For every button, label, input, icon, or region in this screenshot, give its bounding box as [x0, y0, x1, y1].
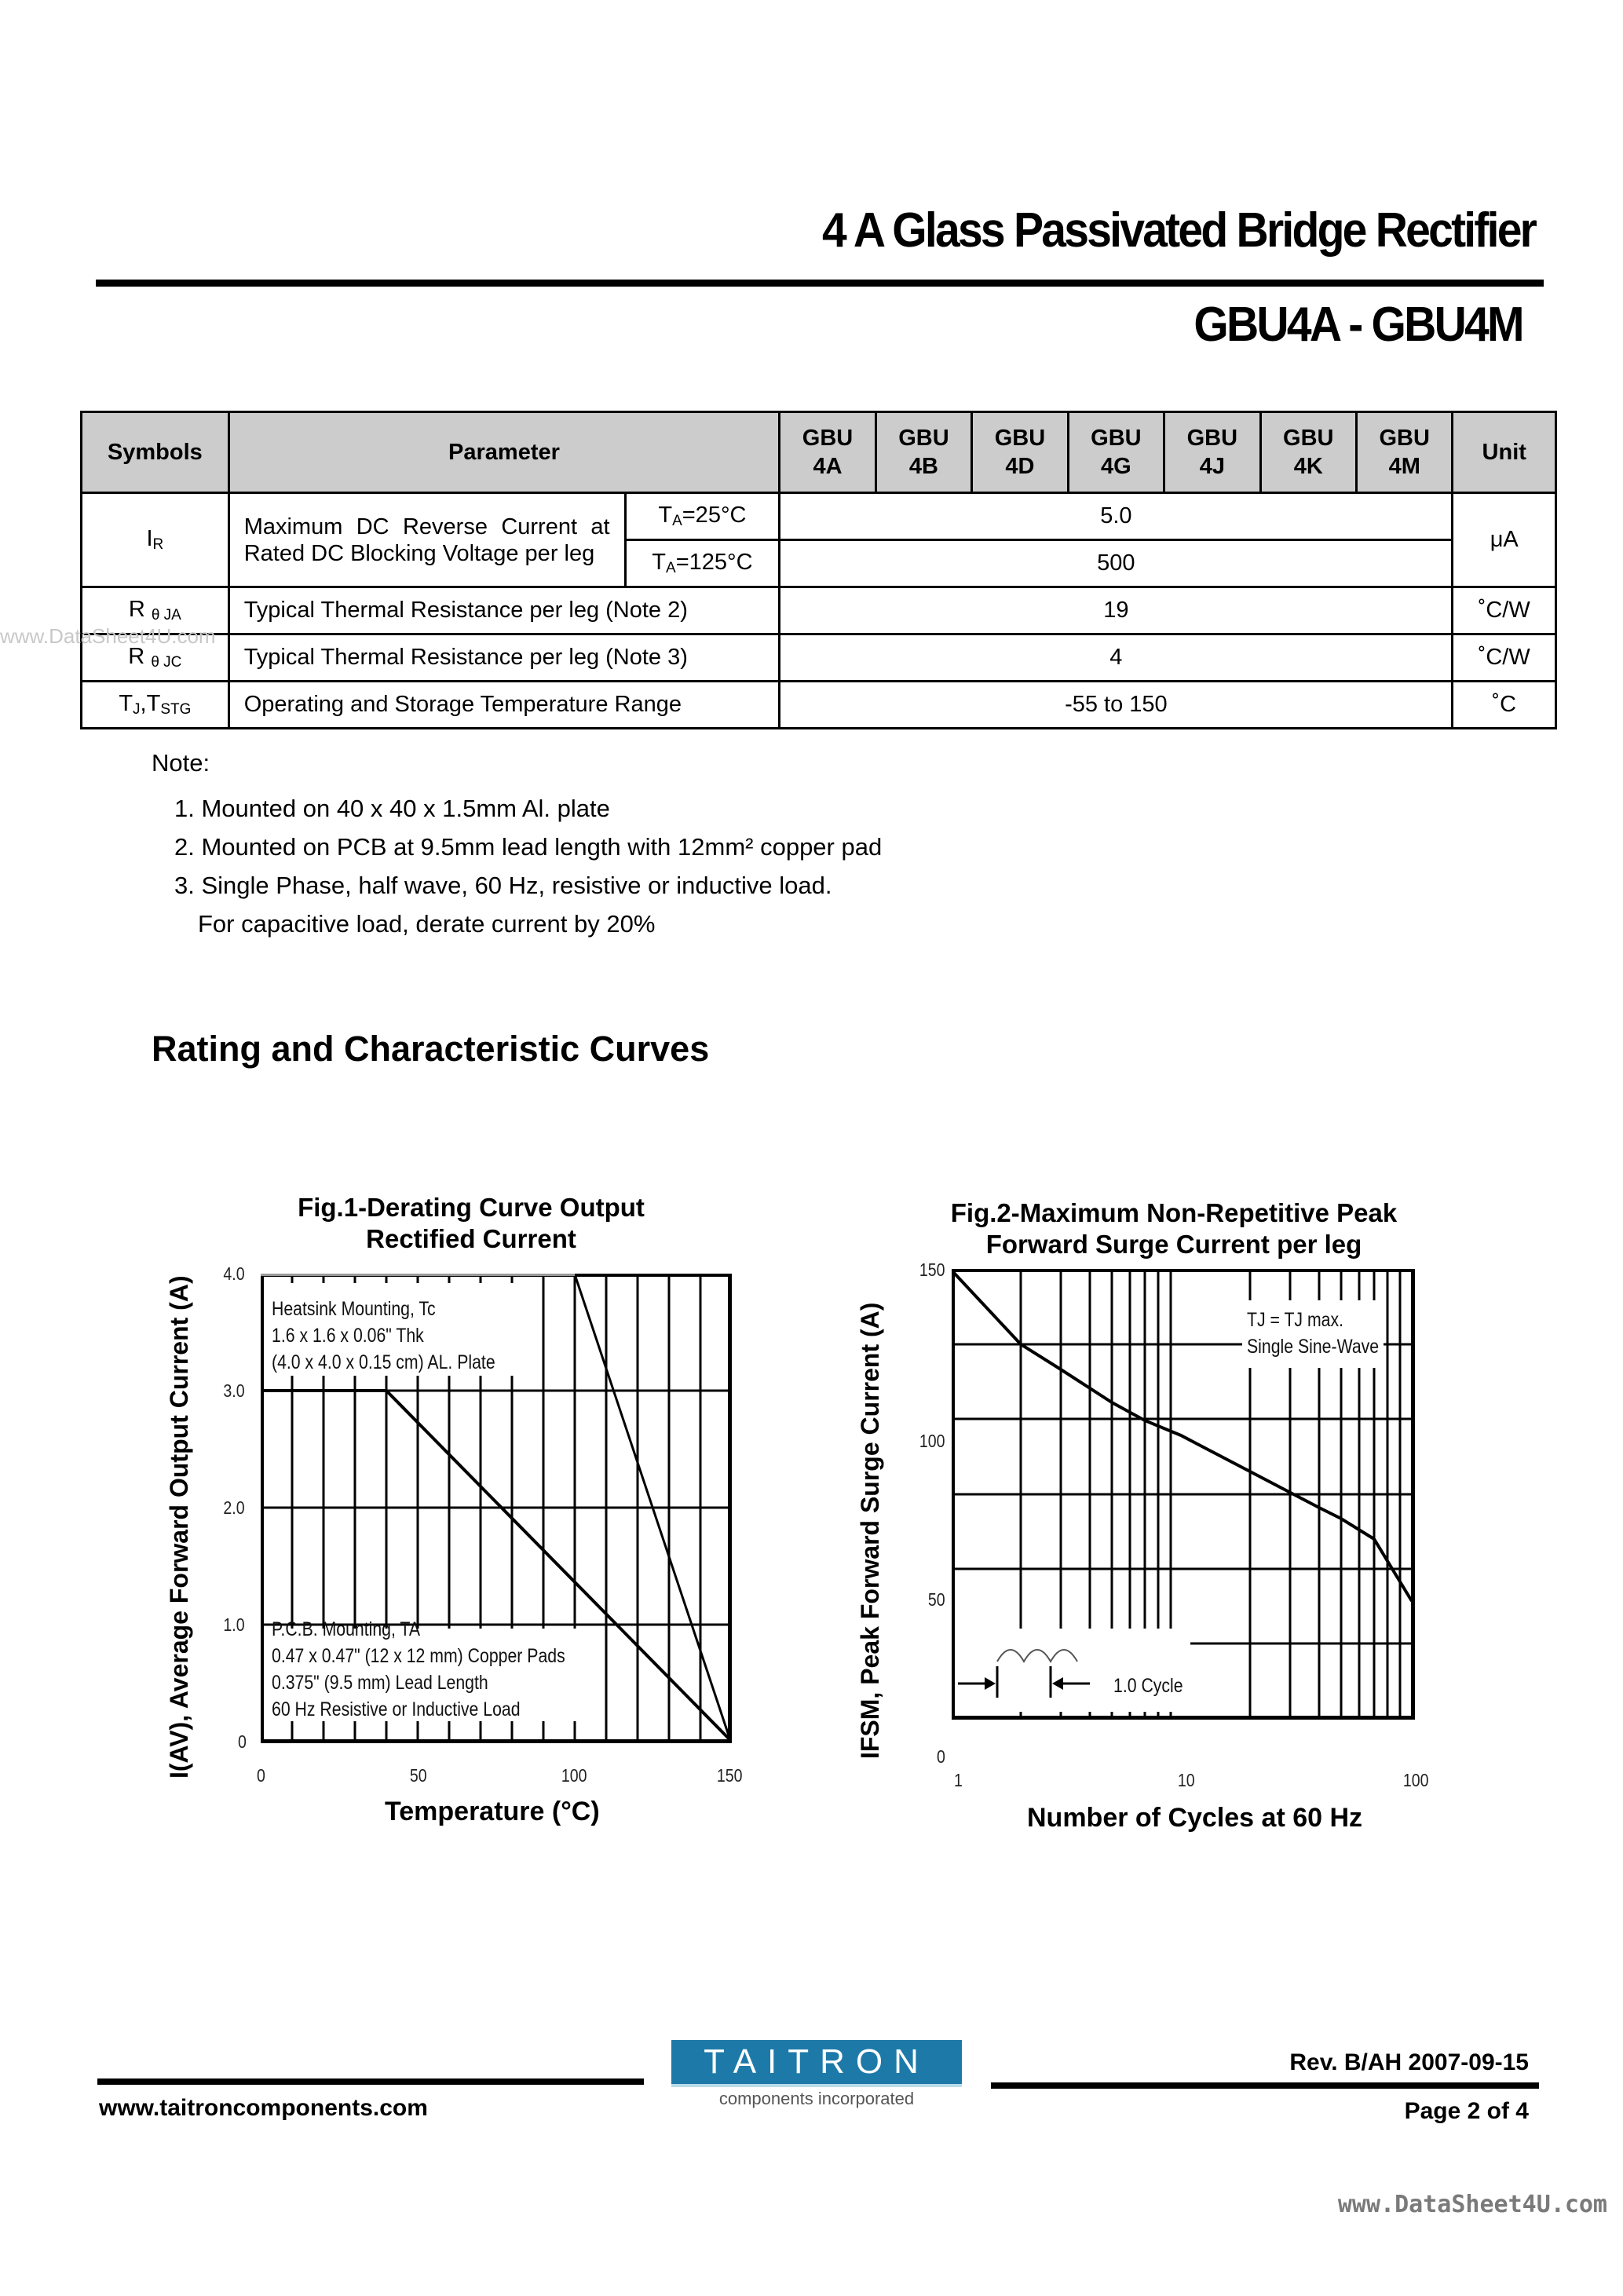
table-row-rja — [82, 587, 1556, 634]
condition-ta-25: $T_A=25^\circ C$ — [625, 493, 780, 540]
figure-1-x-tick-50: 50 — [409, 1765, 427, 1786]
figure-1-y-tick-1: 1.0 — [223, 1614, 245, 1635]
unit-temperature: ˚C — [1453, 682, 1556, 729]
figure-1-y-tick-0: 0 — [237, 1731, 247, 1752]
footer-rule-right — [991, 2082, 1539, 2089]
col-header-gbu4g: GBU 4G — [1068, 412, 1164, 493]
notes-heading: Note: — [152, 749, 210, 777]
taitron-logo: TAITRON — [671, 2040, 962, 2087]
figure-1-y-tick-4: 4.0 — [223, 1263, 245, 1284]
watermark-footer: www.DataSheet4U.com — [1337, 2191, 1607, 2218]
col-header-gbu4k: GBU 4K — [1260, 412, 1356, 493]
figure-2-cycle-label: 1.0 Cycle — [1113, 1675, 1183, 1697]
value-temperature: -55 to 150 — [780, 682, 1453, 729]
symbol-rjc: R $_{\theta JC}$ — [82, 634, 229, 682]
figure-1-heatsink-annotation: Heatsink Mounting, Tc 1.6 x 1.6 x 0.06" Thk (4.0 x 4.0 x 0.15 cm) AL. Plate — [272, 1298, 495, 1373]
symbol-tj-tstg: $T_J,T_{STG}$ — [82, 682, 229, 729]
header-rule — [96, 280, 1544, 287]
value-ir-125: 500 — [780, 540, 1453, 587]
figure-2-condition-annotation: TJ = TJ max. Single Sine-Wave — [1247, 1309, 1380, 1358]
figure-1-y-tick-2: 2.0 — [223, 1497, 245, 1518]
figure-2-x-axis-title: Number of Cycles at 60 Hz — [1027, 1803, 1363, 1833]
section-title: Rating and Characteristic Curves — [152, 1029, 710, 1069]
figure-1-x-axis-title: Temperature (°C) — [385, 1797, 600, 1826]
col-header-gbu4b: GBU 4B — [875, 412, 971, 493]
part-number-range: GBU4A - GBU4M — [1193, 298, 1522, 352]
figure-2-x-tick-1: 1 — [953, 1770, 963, 1790]
figure-2-y-axis-title: IFSM, Peak Forward Surge Current (A) — [856, 1302, 884, 1759]
value-rja: 19 — [780, 587, 1453, 634]
parameter-rjc: Typical Thermal Resistance per leg (Note 3) — [228, 634, 780, 682]
figure-2-title: Fig.2-Maximum Non-Repetitive Peak Forward Surge Current per leg — [950, 1198, 1398, 1259]
electrical-characteristics-table — [80, 411, 1557, 729]
note-1: 1. Mounted on 40 x 40 x 1.5mm Al. plate — [174, 795, 610, 822]
col-header-gbu4m: GBU 4M — [1357, 412, 1453, 493]
col-header-gbu4d: GBU 4D — [972, 412, 1068, 493]
figure-1-y-tick-3: 3.0 — [223, 1380, 245, 1401]
figure-2-y-tick-50: 50 — [927, 1589, 945, 1610]
note-2: 2. Mounted on PCB at 9.5mm lead length with 12mm² copper pad — [174, 833, 883, 861]
col-header-parameter: Parameter — [228, 412, 780, 493]
value-rjc: 4 — [780, 634, 1453, 682]
figure-1-pcb-annotation: P.C.B. Mounting, TA 0.47 x 0.47" (12 x 12 mm) Copper Pads 0.375" (9.5 mm) Lead Length 60 Hz Resistive or Inductive Load — [272, 1618, 565, 1720]
figure-2-x-tick-100: 100 — [1402, 1770, 1429, 1790]
condition-ta-125: $T_A=125^\circ C$ — [625, 540, 780, 587]
figure-2-x-tick-10: 10 — [1177, 1770, 1195, 1790]
watermark-side: www.DataSheet4U.com — [0, 624, 216, 648]
document-title: 4 A Glass Passivated Bridge Rectifier — [821, 203, 1535, 258]
unit-ir: μA — [1453, 493, 1556, 587]
unit-rja: ˚C/W — [1453, 587, 1556, 634]
table-row-temperature — [82, 682, 1556, 729]
figure-1-x-tick-100: 100 — [561, 1765, 587, 1786]
parameter-temperature: Operating and Storage Temperature Range — [228, 682, 780, 729]
footer-website-link[interactable]: www.taitroncomponents.com — [99, 2095, 428, 2121]
note-3: 3. Single Phase, half wave, 60 Hz, resistive or inductive load. — [174, 872, 832, 899]
figure-2-y-tick-0: 0 — [936, 1746, 945, 1767]
unit-rjc: ˚C/W — [1453, 634, 1556, 682]
figure-1-x-tick-150: 150 — [716, 1765, 743, 1786]
table-row-rjc — [82, 634, 1556, 682]
symbol-rja: R $_{\theta JA}$ — [82, 587, 229, 634]
figure-1-title: Fig.1-Derating Curve Output Rectified Current — [298, 1193, 645, 1253]
footer-revision: Rev. B/AH 2007-09-15 — [1289, 2049, 1529, 2075]
parameter-rja: Typical Thermal Resistance per leg (Note 2) — [228, 587, 780, 634]
note-3-continued: For capacitive load, derate current by 20% — [198, 910, 656, 938]
footer-rule-left — [97, 2078, 644, 2085]
figure-2-y-tick-100: 100 — [919, 1431, 945, 1451]
footer-page-number: Page 2 of 4 — [1404, 2098, 1529, 2124]
value-ir-25: 5.0 — [780, 493, 1453, 540]
col-header-gbu4a: GBU 4A — [780, 412, 875, 493]
symbol-ir: $I_R$ — [82, 493, 229, 587]
figure-2-y-tick-150: 150 — [919, 1260, 945, 1280]
parameter-ir: Maximum DC Reverse Current at Rated DC Blocking Voltage per leg — [228, 493, 625, 587]
table-header-row — [82, 412, 1556, 493]
col-header-gbu4j: GBU 4J — [1164, 412, 1260, 493]
table-row-ir-25c — [82, 493, 1556, 540]
col-header-symbols: Symbols — [82, 412, 229, 493]
taitron-logo-tagline: components incorporated — [718, 2089, 915, 2108]
figure-1-y-axis-title: I(AV), Average Forward Output Current (A) — [165, 1275, 193, 1779]
col-header-unit: Unit — [1453, 412, 1556, 493]
figure-1-x-tick-0: 0 — [256, 1765, 265, 1786]
